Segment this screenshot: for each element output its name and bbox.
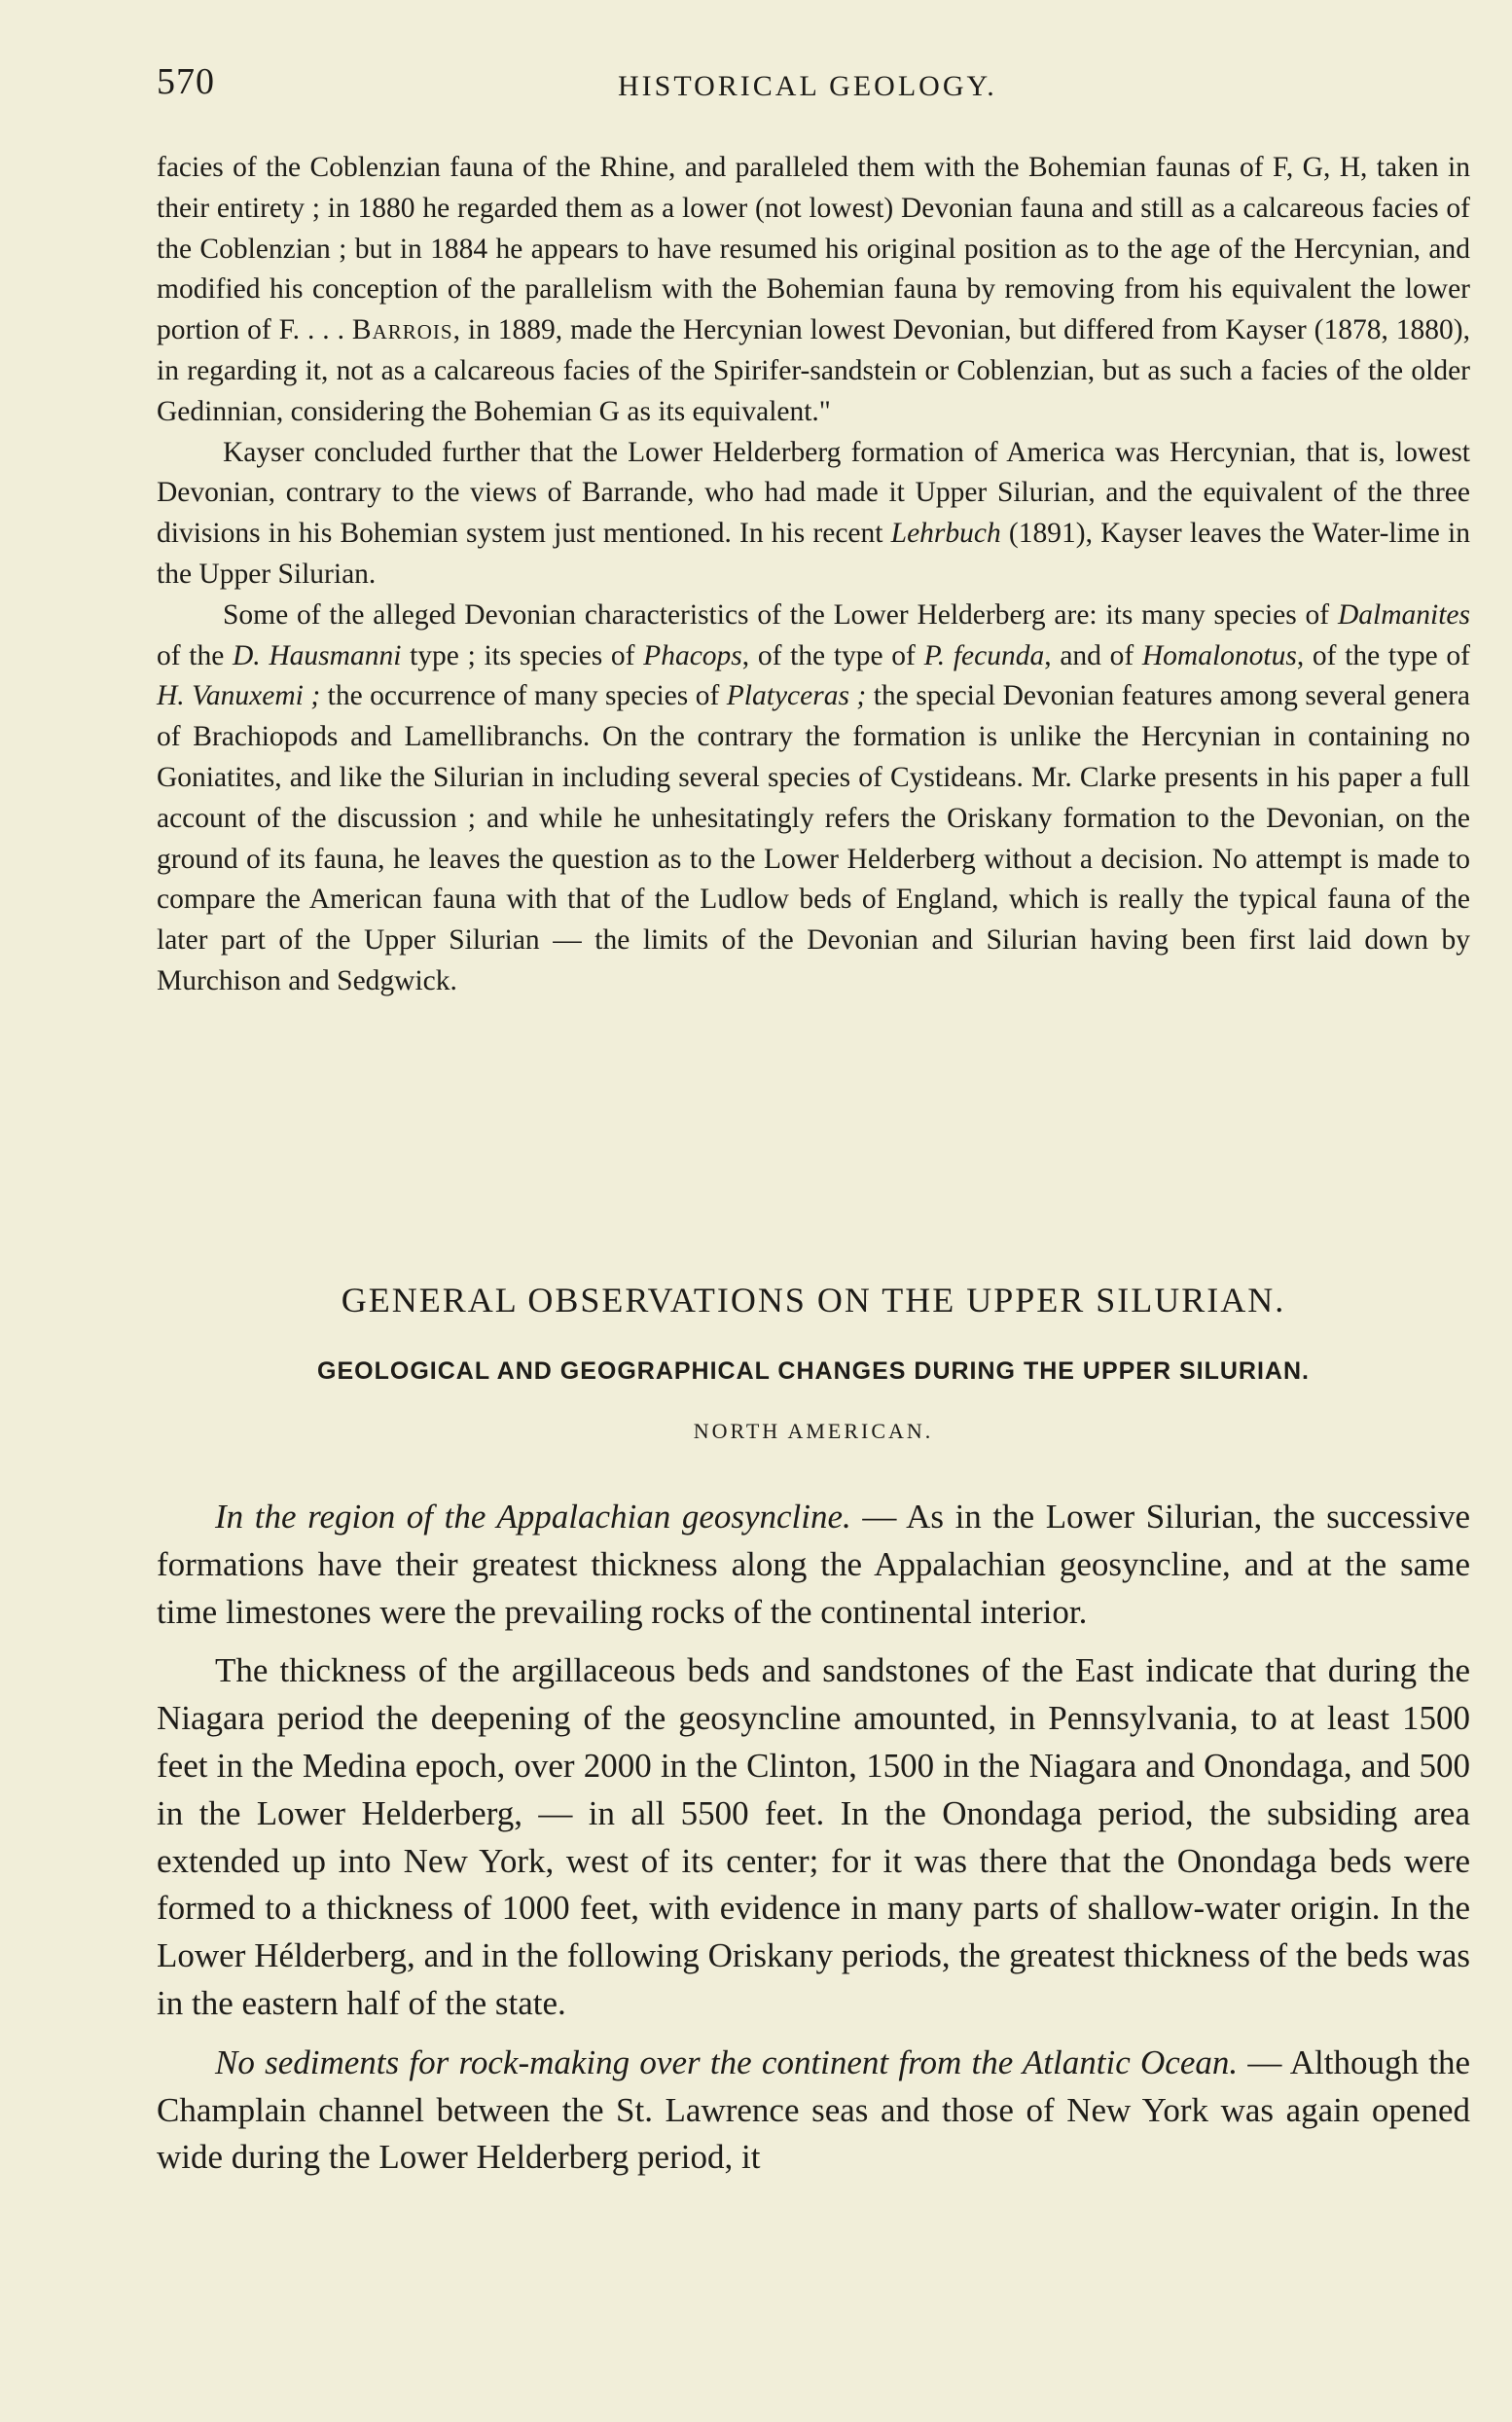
main-body	[157, 1494, 1470, 2193]
paragraph-thickness: The thickness of the argillaceous beds and sandstones of the East indicate that during the Niagara period the deepening of the geosyncline amounted, in Pennsylvania, to at least 1500 feet in the Medina epoch, over 2000 in the Clinton, 1500 in the Niagara and Onondaga, and 500 in the Lower Helderberg, — in all 5500 feet. In the Onondaga period, the subsiding area extended up into New York, west of its center; for it was there that the Onondaga beds were formed to a thickness of 1000 feet, with evidence in many parts of shallow-water origin. In the Lower Hélderberg, and in the following Oriskany periods, the greatest thickness of the beds was in the eastern half of the state.	[157, 1651, 1470, 2022]
section-subheading: NORTH AMERICAN.	[693, 1419, 934, 1443]
running-head: HISTORICAL GEOLOGY.	[618, 70, 997, 102]
paragraph-appalachian-geosyncline: In the region of the Appalachian geosyncline. — As in the Lower Silurian, the successive formations have their greatest thickness along the Appalachian geosyncline, and at the same time limestones were the prevailing rocks of the continental interior.	[157, 1498, 1470, 1631]
paragraph-lead-in: No sediments for rock-making over the continent from the Atlantic Ocean.	[215, 2042, 1239, 2081]
paragraph-kayser-conclusion: Kayser concluded further that the Lower Helderberg formation of America was Hercynian, that is, lowest Devonian, contrary to the views of Barrande, who had made it Upper Silurian, and the equivalent of the three divisions in his Bohemian system just mentioned. In his recent Lehrbuch (1891), Kayser leaves the Water-lime in the Upper Silurian.	[157, 436, 1470, 590]
page-header	[157, 60, 1470, 119]
paragraph-hercynian-fauna: facies of the Coblenzian fauna of the Rhine, and paralleled them with the Bohemian faunas of F, G, H, taken in their entirety ; in 1880 he regarded them as a lower (not lowest) Devonian fauna and still as a calcareous facies of the Coblenzian ; but in 1884 he appears to have resumed his original position as to the age of the Hercynian, and modified his conception of the parallelism with the Bohemian fauna by removing from his equivalent the lower portion of F. . . . Barrois, in 1889, made the Hercynian lowest Devonian, but differed from Kayser (1878, 1880), in regarding it, not as a calcareous facies of the Spirifer-sandstein or Coblenzian, but as such a facies of the older Gedinnian, considering the Bohemian G as its equivalent."	[157, 152, 1470, 427]
quoted-discussion	[157, 148, 1470, 1002]
section-headings	[157, 1275, 1470, 1446]
paragraph-lead-in: In the region of the Appalachian geosyncline.	[215, 1498, 851, 1536]
page-number: 570	[157, 61, 215, 102]
author-name: Barrois	[351, 314, 453, 346]
book-title: Lehrbuch	[890, 518, 1001, 550]
paragraph-devonian-characteristics: Some of the alleged Devonian characteristics of the Lower Helderberg are: its many species of Dalmanites of the D. Hausmanni type ; its species of Phacops, of the type of P. fecunda, and of Homalonotus, of the type of H. Vanuxemi ; the occurrence of many species of Platyceras ; the special Devonian features among several genera of Brachiopods and Lamellibranchs. On the contrary the formation is unlike the Hercynian in containing no Goniatites, and like the Silurian in including several species of Cystideans. Mr. Clarke presents in his paper a full account of the discussion ; and while he unhesitatingly refers the Oriskany formation to the Devonian, on the ground of its fauna, he leaves the question as to the Lower Helderberg without a decision. No attempt is made to compare the American fauna with that of the Ludlow beds of England, which is really the typical fauna of the later part of the Upper Silurian — the limits of the Devonian and Silurian having been first laid down by Murchison and Sedgwick.	[157, 598, 1470, 996]
section-subtitle: GEOLOGICAL AND GEOGRAPHICAL CHANGES DURING THE UPPER SILURIAN.	[317, 1357, 1310, 1385]
section-title: GENERAL OBSERVATIONS ON THE UPPER SILURIAN.	[341, 1281, 1286, 1319]
paragraph-no-sediments: No sediments for rock-making over the continent from the Atlantic Ocean. — Although the Champlain channel between the St. Lawrence seas and those of New York was again opened wide during the Lower Helderberg period, it	[157, 2042, 1470, 2177]
